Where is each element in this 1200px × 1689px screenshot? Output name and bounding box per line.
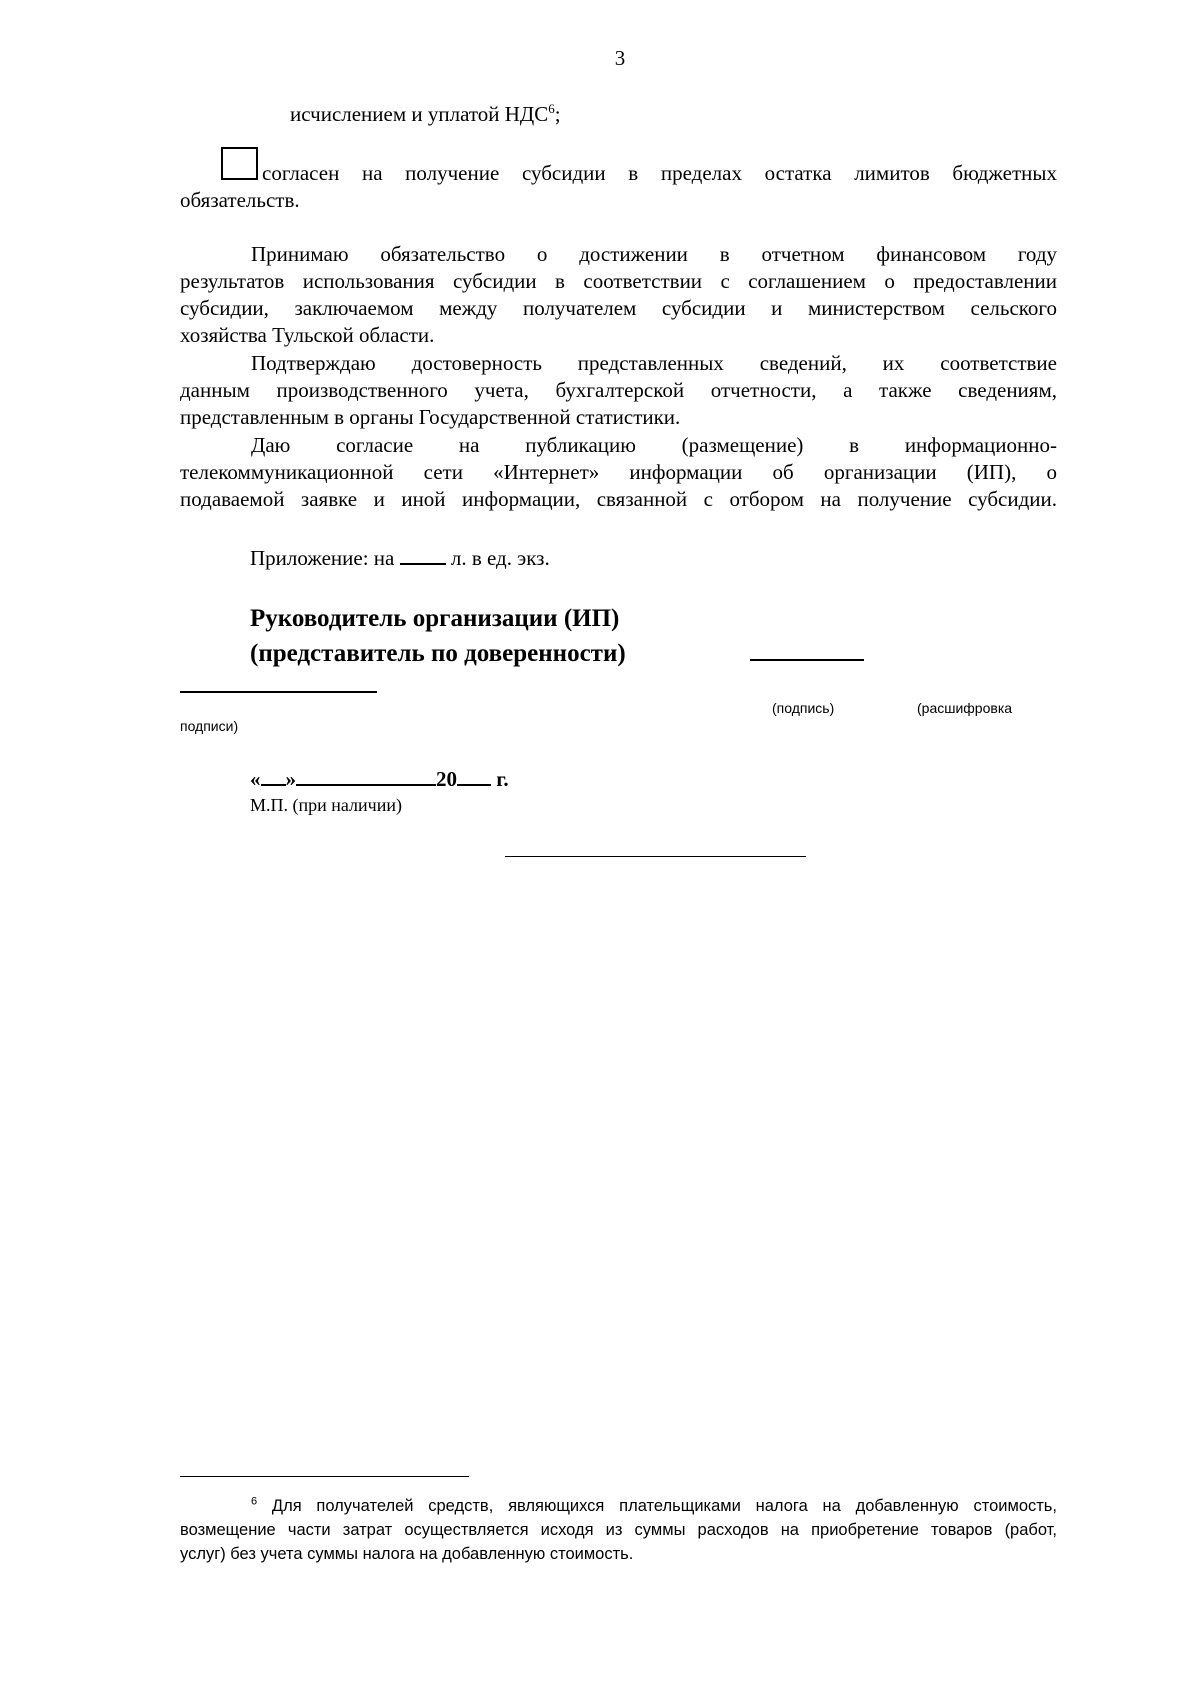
signatory-title-line-2: (представитель по доверенности)	[250, 640, 626, 667]
commitment-line: результатов использования субсидии в соответствии с соглашением о предоставлении	[180, 269, 1057, 293]
publication-line: подаваемой заявке и иной информации, связанной с отбором на получение субсидии.	[180, 487, 1057, 511]
vat-line	[290, 101, 561, 128]
publication-line: телекоммуникационной сети «Интернет» информации об организации (ИП), о	[180, 460, 1057, 484]
date-close-quote: »	[285, 767, 296, 791]
commitment-paragraph	[180, 241, 1057, 349]
date-year-prefix: 20	[436, 767, 457, 791]
footnote-line	[180, 1494, 1057, 1518]
page-number: 3	[614, 46, 626, 70]
signature-decode-line[interactable]	[180, 691, 377, 693]
footnote-reference: 6	[548, 101, 555, 116]
date-month-blank[interactable]	[296, 764, 436, 786]
date-open-quote: «	[250, 767, 261, 791]
consent-limits-line-2: обязательств.	[180, 188, 300, 212]
confirmation-line: данным производственного учета, бухгалтерской отчетности, а также сведениям,	[180, 378, 1057, 402]
vat-line-tail: ;	[554, 102, 561, 126]
date-year-suffix: г.	[496, 767, 509, 791]
signatory-title	[250, 601, 626, 671]
publication-consent-paragraph	[180, 432, 1057, 513]
signature-decode-label: (расшифровка	[917, 700, 1013, 716]
commitment-line: субсидии, заключаемом между получателем субсидии и министерством сельского	[180, 296, 1057, 320]
footnote-marker: 6	[251, 1495, 258, 1508]
appendix-line	[250, 543, 550, 572]
confirmation-line: Подтверждаю достоверность представленных сведений, их соответствие	[251, 351, 1057, 375]
signature-line[interactable]	[750, 659, 864, 661]
date-year-blank[interactable]	[457, 764, 491, 786]
footnote-rule	[180, 1476, 469, 1477]
date-line	[250, 764, 509, 793]
appendix-suffix: л. в ед. экз.	[450, 546, 550, 570]
seal-label: М.П. (при наличии)	[250, 795, 402, 815]
consent-checkbox[interactable]	[221, 147, 258, 180]
consent-limits-line-1: согласен на получение субсидии в пределах остатка лимитов бюджетных	[262, 161, 1057, 185]
footnote-line: возмещение части затрат осуществляется исходя из суммы расходов на приобретение товаров (работ,	[180, 1521, 1057, 1539]
date-day-blank[interactable]	[261, 764, 286, 786]
signatory-title-line-1: Руководитель организации (ИП)	[250, 605, 620, 632]
commitment-line: Принимаю обязательство о достижении в отчетном финансовом году	[251, 242, 1057, 266]
signature-label: (подпись)	[772, 700, 835, 716]
appendix-prefix: Приложение: на	[250, 546, 395, 570]
confirmation-line: представленным в органы Государственной статистики.	[180, 405, 681, 429]
commitment-line: хозяйства Тульской области.	[180, 323, 435, 347]
end-divider	[505, 856, 806, 857]
footnote-line: услуг) без учета суммы налога на добавленную стоимость.	[180, 1545, 634, 1563]
appendix-sheets-blank[interactable]	[400, 543, 446, 565]
vat-line-text: исчислением и уплатой НДС	[290, 102, 549, 126]
signature-decode-label-cont: подписи)	[180, 718, 239, 734]
publication-line: Даю согласие на публикацию (размещение) в информационно-	[251, 433, 1057, 457]
footnote	[180, 1494, 1057, 1566]
footnote-line-text: Для получателей средств, являющихся плательщиками налога на добавленную стоимость,	[271, 1497, 1057, 1515]
confirmation-paragraph	[180, 350, 1057, 431]
